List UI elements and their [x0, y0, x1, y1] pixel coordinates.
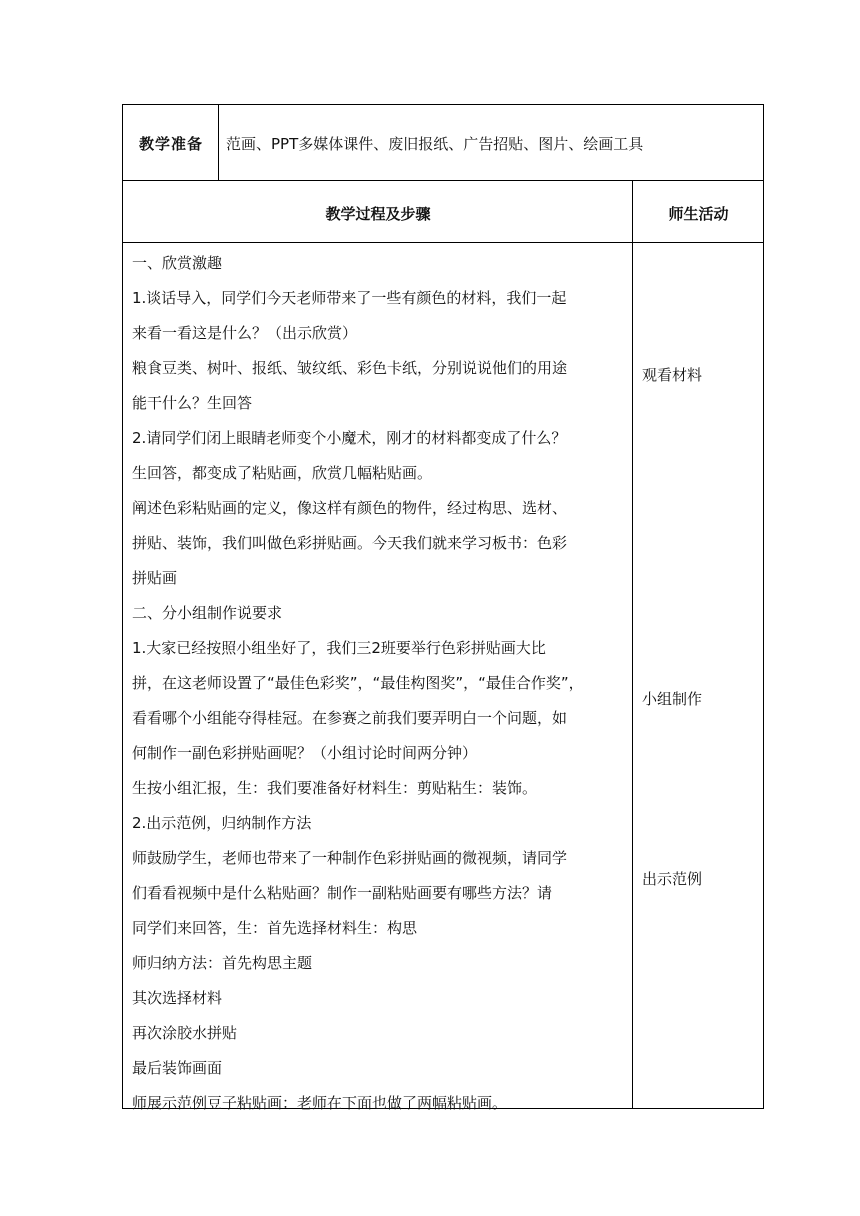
step-line: 其次选择材料 [132, 989, 223, 1007]
step-line: 师归纳方法：首先构思主题 [132, 954, 313, 972]
step-line: 能干什么？生回答 [132, 394, 253, 412]
table-border-right [763, 104, 764, 1109]
step-line: 粮食豆类、树叶、报纸、皱纹纸、彩色卡纸，分别说说他们的用途 [132, 359, 568, 377]
step-line: 2.请同学们闭上眼睛老师变个小魔术，刚才的材料都变成了什么？ [132, 429, 567, 447]
step-line: 阐述色彩粘贴画的定义，像这样有颜色的物件，经过构思、选材、 [132, 499, 568, 517]
step-line: 们看看视频中是什么粘贴画？制作一副粘贴画要有哪些方法？请 [132, 884, 553, 902]
header-process: 教学过程及步骤 [325, 204, 431, 223]
activity-watch-materials: 观看材料 [642, 366, 703, 384]
step-line: 师鼓励学生，老师也带来了一种制作色彩拼贴画的微视频，请同学 [132, 849, 568, 867]
activity-show-examples: 出示范例 [642, 870, 703, 888]
section-heading: 二、分小组制作说要求 [132, 604, 283, 622]
step-line: 师展示范例豆子粘贴画：老师在下面也做了两幅粘贴画。 [132, 1094, 508, 1112]
step-line: 生按小组汇报，生：我们要准备好材料生：剪贴粘生：装饰。 [132, 779, 538, 797]
step-line: 1.谈话导入，同学们今天老师带来了一些有颜色的材料，我们一起 [132, 289, 567, 307]
table-border-left [122, 104, 123, 1109]
step-line: 1.大家已经按照小组坐好了，我们三2班要举行色彩拼贴画大比 [132, 639, 546, 657]
step-line: 生回答，都变成了粘贴画，欣赏几幅粘贴画。 [132, 464, 433, 482]
col-divider-activity [632, 180, 633, 1109]
step-line: 拼贴画 [132, 569, 178, 587]
step-line: 再次涂胶水拼贴 [132, 1024, 238, 1042]
step-line: 拼贴、装饰，我们叫做色彩拼贴画。今天我们就来学习板书：色彩 [132, 534, 568, 552]
teaching-steps [132, 246, 628, 1121]
step-line: 何制作一副色彩拼贴画呢？（小组讨论时间两分钟） [132, 744, 478, 762]
step-line: 最后装饰画面 [132, 1059, 223, 1077]
step-line: 拼，在这老师设置了“最佳色彩奖”，“最佳构图奖”，“最佳合作奖”， [132, 674, 584, 692]
activity-group-work: 小组制作 [642, 690, 703, 708]
header-activity: 师生活动 [668, 204, 729, 223]
step-line: 来看一看这是什么？（出示欣赏） [132, 324, 358, 342]
section-heading: 一、欣赏激趣 [132, 254, 223, 272]
prep-materials: 范画、PPT多媒体课件、废旧报纸、广告招贴、图片、绘画工具 [226, 134, 644, 153]
step-line: 看看哪个小组能夺得桂冠。在参赛之前我们要弄明白一个问题，如 [132, 709, 568, 727]
prep-label: 教学准备 [138, 134, 203, 153]
step-line: 同学们来回答，生：首先选择材料生：构思 [132, 919, 418, 937]
col-divider-prep [218, 104, 219, 181]
step-line: 2.出示范例，归纳制作方法 [132, 814, 312, 832]
